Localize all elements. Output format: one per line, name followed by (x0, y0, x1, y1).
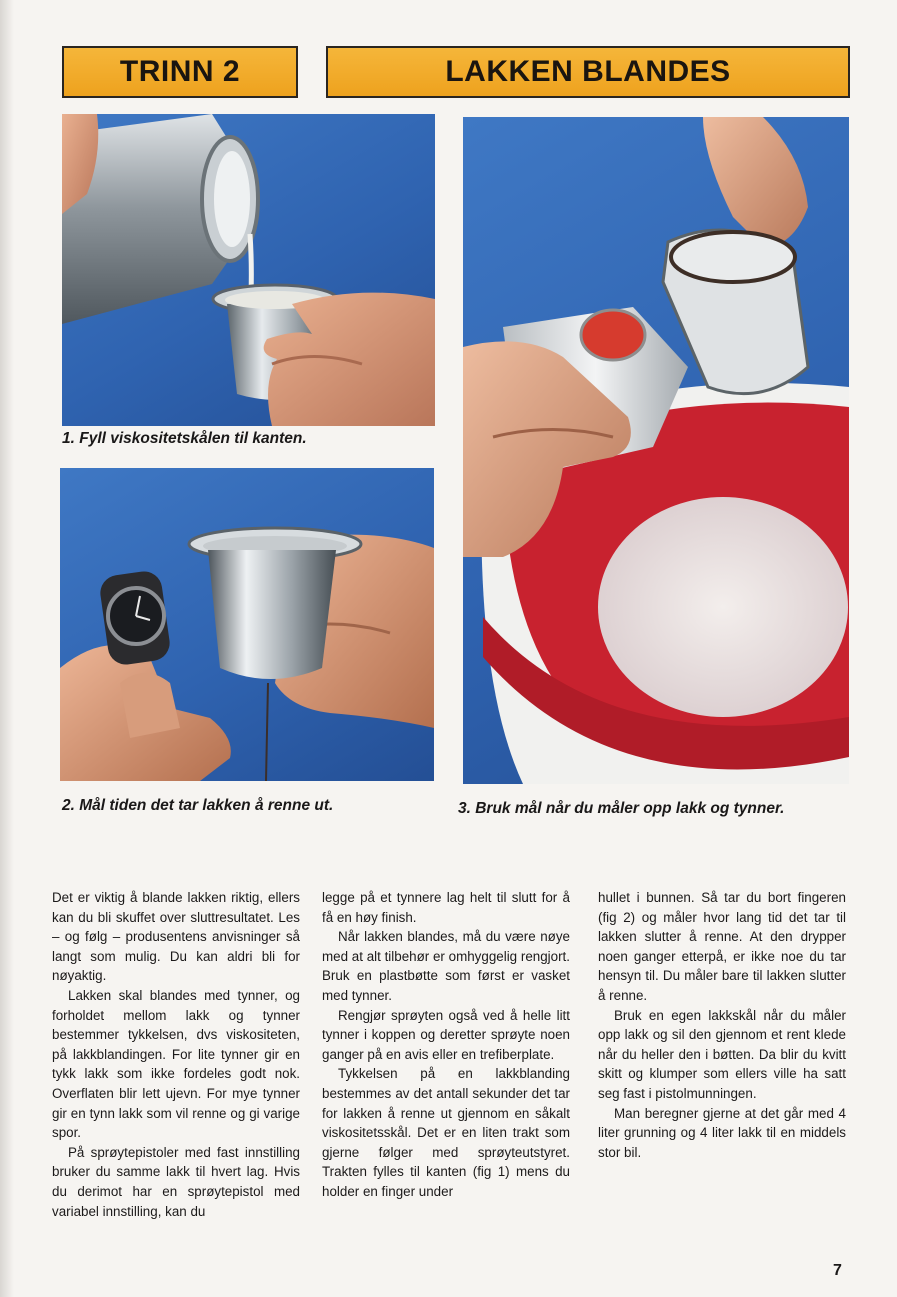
paragraph: På sprøytepistoler med fast innstilling bruker du samme lakk til hvert lag. Hvis du derimot har en sprøytepistol med variabel innstilling, kan du (52, 1144, 300, 1219)
title-banner (326, 46, 850, 98)
paragraph: Bruk en egen lakkskål når du måler opp lakk og sil den gjennom et rent klede når du heller den i bøtten. Da blir du kvitt skitt og klumper som ellers ville ha satt seg fast i pistolmunningen. (598, 1007, 846, 1101)
page-binding-shadow (0, 0, 14, 1297)
photo3-caption: 3. Bruk mål når du måler opp lakk og tynner. (458, 800, 785, 817)
paragraph: Man beregner gjerne at det går med 4 liter grunning og 4 liter lakk til en middels stor bil. (598, 1105, 846, 1160)
photo1-caption: 1. Fyll viskositetskålen til kanten. (62, 430, 307, 447)
text-column-2 (322, 888, 570, 1202)
text-column-1 (52, 888, 300, 1221)
page-number: 7 (833, 1262, 842, 1279)
page-title: LAKKEN BLANDES (445, 55, 731, 88)
photo-pouring-into-cup (62, 114, 435, 426)
paragraph: hullet i bunnen. Så tar du bort fingeren (fig 2) og måler hvor lang tid det tar til lakken slutter å renne. At den drypper noen ganger etterpå, er ikke noe du tar hensyn til. Du måler bare til lakken slutter å renne. (598, 890, 846, 1003)
photo-measuring-into-bucket (463, 117, 849, 784)
photo-timing-with-watch (60, 468, 434, 781)
paragraph: Det er viktig å blande lakken riktig, ellers kan du bli skuffet over sluttresultatet. Les – og følg – produsentens anvisninger så langt som mulig. Du kan aldri bli for nøyaktig. (52, 890, 300, 984)
paragraph: Rengjør sprøyten også ved å helle litt tynner i koppen og deretter sprøyte noen ganger på en avis eller en trefiberplate. (322, 1007, 570, 1062)
paragraph: legge på et tynnere lag helt til slutt for å få en høy finish. (322, 890, 570, 925)
step-label: TRINN 2 (119, 55, 241, 88)
step-banner (62, 46, 298, 98)
paragraph: Når lakken blandes, må du være nøye med at alt tilbehør er omhyggelig rengjort. Bruk en plastbøtte som først er vasket med tynner. (322, 929, 570, 1003)
paragraph: Tykkelsen på en lakkblanding bestemmes av det antall sekunder det tar for lakken å renne ut gjennom en såkalt viskositetsskål. Det er en liten trakt som gjerne følger med sprøyteutstyret. Trakten fylles til kanten (fig 1) mens du holder en finger under (322, 1066, 570, 1199)
paragraph: Lakken skal blandes med tynner, og forholdet mellom lakk og tynner bestemmer tykkelsen, dvs viskositeten, på lakkblandingen. For lite tynner gir en tykk lakk som ikke fordeles godt nok. Overflaten blir lett ujevn. For mye tynner gir en tynn lakk som vil renne og gi varige spor. (52, 987, 300, 1141)
photo2-caption: 2. Mål tiden det tar lakken å renne ut. (62, 797, 334, 814)
text-column-3 (598, 888, 846, 1162)
